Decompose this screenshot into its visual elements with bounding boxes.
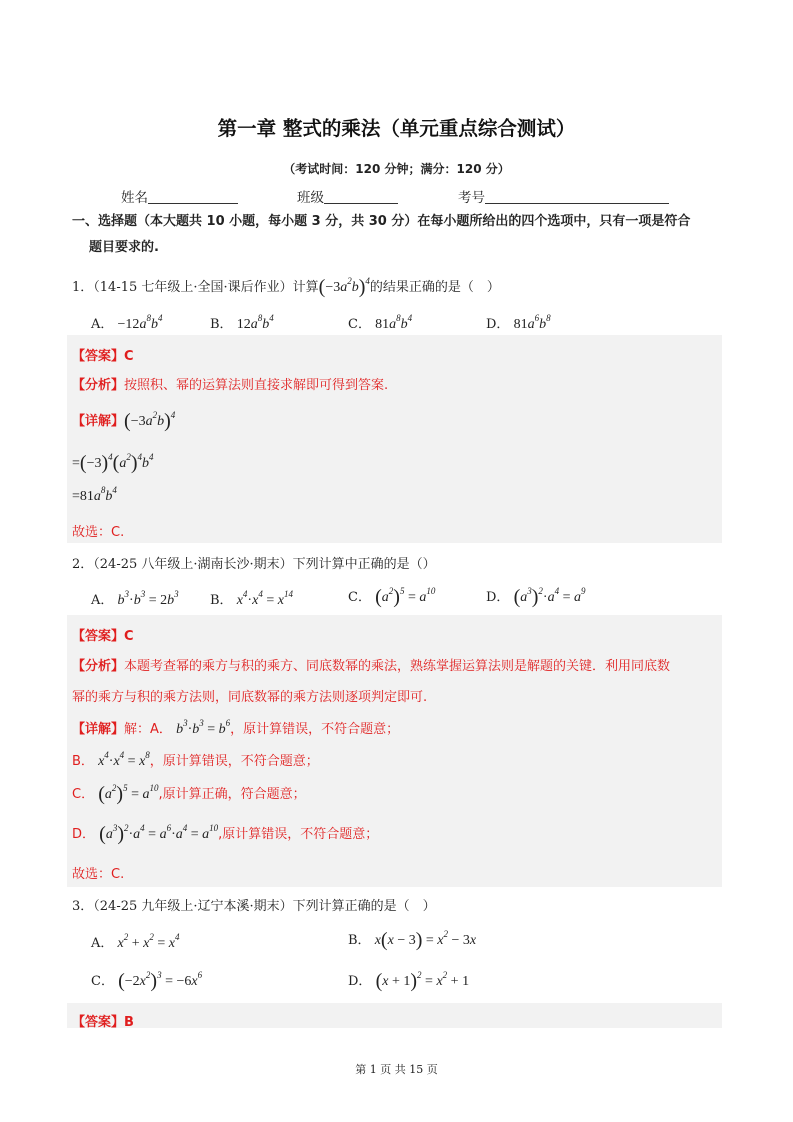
- q1-detail-line-3: $=81a^8b^4$: [72, 485, 117, 504]
- q2-choice: 故选：C.: [72, 867, 125, 882]
- q1-choice: 故选：C.: [72, 525, 125, 540]
- q3-option-d[interactable]: D． $(x + 1)^2 = x^2 + 1$: [348, 970, 470, 992]
- q2-option-d[interactable]: D． $(a^3)^2\cdot a^4 = a^9$: [486, 586, 586, 608]
- q1-option-c[interactable]: C． $81a^8b^4$: [348, 313, 413, 332]
- q3-option-b[interactable]: B． $x(x - 3) = x^2 - 3x$: [348, 929, 477, 951]
- exam-info: （考试时间：120 分钟；满分：120 分）: [283, 162, 510, 176]
- q2-detail-c: C． $(a^2)^5 = a^{10}$,原计算正确，符合题意；: [72, 783, 306, 805]
- question-1-stem: 1．（14-15 七年级上·全国·课后作业）计算$(-3a^2b)^4$的结果正确的是（ ）: [72, 276, 500, 298]
- q2-detail-a: 【详解】解：A． $b^3\cdot b^3 = b^6$，原计算错误，不符合题意；: [72, 718, 400, 737]
- q3-option-c[interactable]: C． $(-2x^2)^3 = -6x^6$: [91, 970, 203, 992]
- q2-answer: 【答案】C: [72, 629, 134, 644]
- question-2-stem: 2．（24-25 八年级上·湖南长沙·期末）下列计算中正确的是（）: [72, 557, 436, 572]
- section-heading-cont: 题目要求的.: [89, 240, 159, 255]
- q1-solution-box: [67, 335, 722, 543]
- q3-option-a[interactable]: A． $x^2 + x^2 = x^4$: [91, 932, 180, 951]
- q1-option-a[interactable]: A． $-12a^8b^4$: [91, 313, 163, 332]
- q1-option-b[interactable]: B． $12a^8b^4$: [210, 313, 274, 332]
- q2-analysis-line-2: 幂的乘方与积的乘方法则，同底数幂的乘方法则逐项判定即可.: [72, 690, 428, 705]
- page-number: 第 1 页 共 15 页: [355, 1063, 438, 1076]
- class-label: 班级: [297, 190, 324, 206]
- page-title: 第一章 整式的乘法（单元重点综合测试）: [217, 117, 576, 140]
- q1-analysis: 【分析】按照积、幂的运算法则直接求解即可得到答案.: [72, 378, 389, 393]
- question-3-stem: 3．（24-25 九年级上·辽宁本溪·期末）下列计算正确的是（ ）: [72, 899, 436, 914]
- q2-option-a[interactable]: A． $b^3\cdot b^3 = 2b^3$: [91, 589, 179, 608]
- q1-detail-line-1: 【详解】$(-3a^2b)^4$: [72, 410, 176, 432]
- exam-id-field[interactable]: [458, 186, 669, 206]
- q2-option-c[interactable]: C． $(a^2)^5 = a^{10}$: [348, 586, 436, 608]
- exam-id-blank[interactable]: [485, 189, 669, 204]
- q3-answer: 【答案】B: [72, 1015, 134, 1030]
- q2-option-b[interactable]: B． $x^4\cdot x^4 = x^{14}$: [210, 589, 293, 608]
- q2-detail-d: D． $(a^3)^2\cdot a^4 = a^6\cdot a^4 = a^{10}$,原计算错误，不符合题意；: [72, 823, 379, 845]
- name-label: 姓名: [121, 190, 148, 206]
- q1-option-d[interactable]: D． $81a^6b^8$: [486, 313, 551, 332]
- name-blank[interactable]: [148, 189, 238, 204]
- q1-answer: 【答案】C: [72, 349, 134, 364]
- q1-detail-line-2: $=(-3)^4(a^2)^4b^4$: [72, 452, 154, 474]
- section-heading: 一、选择题（本大题共 10 小题，每小题 3 分，共 30 分）在每小题所给出的四个选项中，只有一项是符合: [72, 214, 691, 229]
- q2-analysis-line-1: 【分析】本题考查幂的乘方与积的乘方、同底数幂的乘法，熟练掌握运算法则是解题的关键．利用同底数: [72, 659, 671, 674]
- name-field[interactable]: [121, 186, 238, 206]
- class-blank[interactable]: [324, 189, 398, 204]
- q1-expression: $(-3a^2b)^4$: [318, 276, 370, 298]
- class-field[interactable]: [297, 186, 398, 206]
- q3-solution-box: [67, 1003, 722, 1028]
- exam-id-label: 考号: [458, 190, 485, 206]
- q2-detail-b: B． $x^4\cdot x^4 = x^8$，原计算错误，不符合题意；: [72, 750, 319, 769]
